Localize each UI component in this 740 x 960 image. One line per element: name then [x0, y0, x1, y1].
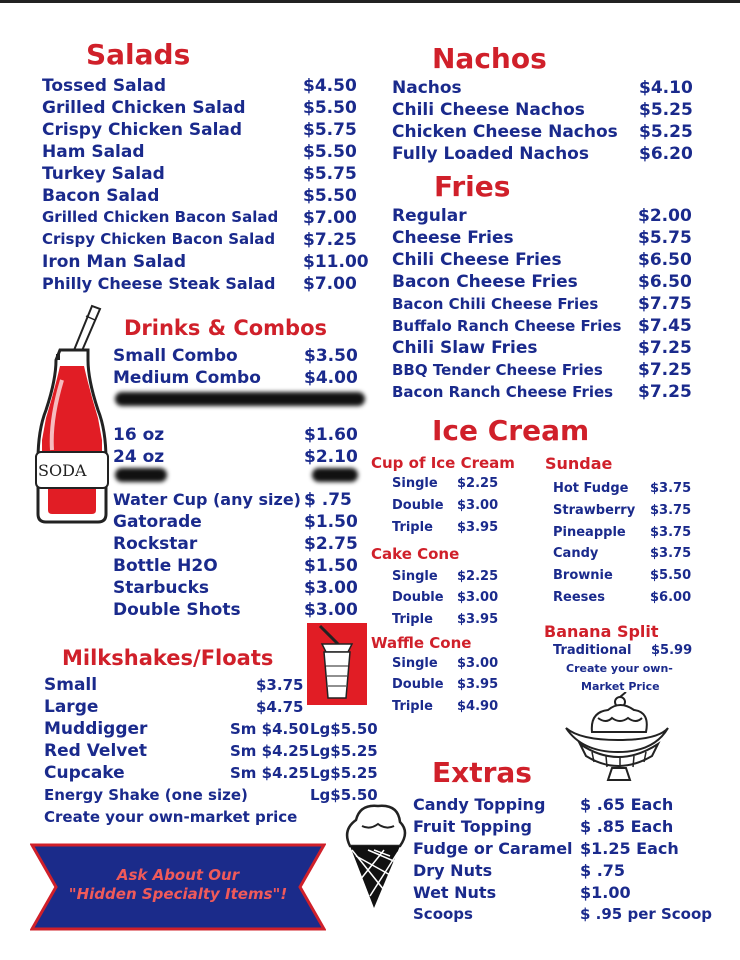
price: $5.25: [639, 122, 693, 142]
list-item: Ham Salad: [42, 142, 145, 162]
price-small: Sm $4.25: [230, 742, 310, 760]
list-item: Small: [44, 675, 98, 695]
list-item: Red Velvet: [44, 741, 148, 761]
banana-note-2: Market Price: [581, 680, 660, 693]
redacted-line: [115, 392, 365, 406]
price: $6.20: [639, 144, 693, 164]
list-item: Scoops: [413, 905, 473, 923]
list-item: Cheese Fries: [392, 228, 514, 248]
list-item: Philly Cheese Steak Salad: [42, 274, 276, 293]
list-item: Grilled Chicken Salad: [42, 98, 246, 118]
nachos-heading: Nachos: [432, 42, 547, 75]
list-item: Medium Combo: [113, 368, 261, 388]
price-large: Lg$5.25: [310, 742, 378, 760]
price: $3.75: [650, 525, 692, 540]
list-item: Rockstar: [113, 534, 198, 554]
price: $6.50: [638, 272, 692, 292]
list-item: Small Combo: [113, 346, 238, 366]
list-item: Triple: [392, 520, 433, 535]
price: $2.25: [457, 569, 499, 584]
price: $4.10: [639, 78, 693, 98]
list-item: Reeses: [553, 590, 605, 605]
salads-heading: Salads: [86, 38, 191, 71]
price: $3.95: [457, 612, 499, 627]
list-item: Fully Loaded Nachos: [392, 144, 589, 164]
banana-note-1: Create your own-: [566, 662, 673, 675]
price: $3.75: [650, 481, 692, 496]
fries-heading: Fries: [434, 170, 511, 203]
list-item: Muddigger: [44, 719, 148, 739]
price: $2.10: [304, 447, 358, 467]
list-item: Double: [392, 498, 444, 513]
price: $5.50: [650, 568, 692, 583]
list-item: Triple: [392, 612, 433, 627]
list-item: Triple: [392, 699, 433, 714]
price: $3.95: [457, 677, 499, 692]
banana-traditional: Traditional: [553, 643, 632, 658]
price: $7.25: [638, 360, 692, 380]
list-item: Single: [392, 476, 438, 491]
price: $5.75: [303, 164, 357, 184]
ice-cream-heading: Ice Cream: [432, 414, 590, 447]
list-item: Crispy Chicken Salad: [42, 120, 243, 140]
price: $1.50: [304, 556, 358, 576]
price-small: Sm $4.50: [230, 720, 310, 738]
list-item: Chili Slaw Fries: [392, 338, 538, 358]
price: $4.00: [304, 368, 358, 388]
list-item: Energy Shake (one size): [44, 786, 248, 804]
list-item: Double: [392, 677, 444, 692]
list-item: Bacon Chili Cheese Fries: [392, 295, 599, 313]
cake-cone-heading: Cake Cone: [371, 545, 460, 563]
cup-heading: Cup of Ice Cream: [371, 454, 515, 472]
price: $4.90: [457, 699, 499, 714]
price: $ .75: [580, 861, 626, 880]
price: $2.75: [304, 534, 358, 554]
price: $3.00: [457, 590, 499, 605]
price: $1.00: [580, 883, 631, 902]
soda-bottle-icon: [26, 300, 122, 526]
price: $6.00: [650, 590, 692, 605]
waffle-cone-heading: Waffle Cone: [371, 634, 472, 652]
list-item: Brownie: [553, 568, 613, 583]
banana-split-icon: [562, 692, 672, 784]
list-item: Cupcake: [44, 763, 125, 783]
price: $4.50: [303, 76, 357, 96]
list-item: Bacon Ranch Cheese Fries: [392, 383, 614, 401]
ice-cream-cone-icon: [340, 800, 410, 910]
price: $7.00: [303, 274, 357, 294]
list-item: Regular: [392, 206, 467, 226]
list-item: 24 oz: [113, 447, 165, 467]
price: $7.45: [638, 316, 692, 336]
list-item: Strawberry: [553, 503, 636, 518]
banner-text: [30, 866, 326, 904]
list-item: Grilled Chicken Bacon Salad: [42, 208, 279, 226]
price: $3.00: [304, 600, 358, 620]
list-item: Chili Cheese Fries: [392, 250, 562, 270]
price: $7.25: [638, 338, 692, 358]
list-item: Single: [392, 656, 438, 671]
list-item: Fudge or Caramel: [413, 839, 573, 858]
price: $ .95 per Scoop: [580, 905, 713, 923]
list-item: Tossed Salad: [42, 76, 167, 96]
price-large: Lg$5.50: [310, 786, 378, 804]
price: $7.25: [638, 382, 692, 402]
list-item: Pineapple: [553, 525, 626, 540]
list-item: Create your own-market price: [44, 808, 298, 826]
price-small: Sm $4.25: [230, 764, 310, 782]
list-item: Iron Man Salad: [42, 252, 187, 272]
sundae-heading: Sundae: [545, 454, 613, 473]
list-item: Candy: [553, 546, 599, 561]
list-item: Buffalo Ranch Cheese Fries: [392, 317, 622, 335]
extras-heading: Extras: [432, 756, 532, 789]
price: $7.75: [638, 294, 692, 314]
list-item: Fruit Topping: [413, 817, 532, 836]
price: $5.99: [651, 643, 693, 658]
price: $1.50: [304, 512, 358, 532]
list-item: Turkey Salad: [42, 164, 165, 184]
price: $1.60: [304, 425, 358, 445]
price: $7.25: [303, 230, 357, 250]
price: $5.75: [303, 120, 357, 140]
price: $2.00: [638, 206, 692, 226]
price: $3.95: [457, 520, 499, 535]
price: $ .65 Each: [580, 795, 674, 814]
price: $3.00: [457, 498, 499, 513]
banner-line-1: Ask About Our: [116, 866, 240, 884]
price: $11.00: [303, 252, 369, 272]
price: $3.00: [304, 578, 358, 598]
list-item: Large: [44, 697, 99, 717]
list-item: 16 oz: [113, 425, 165, 445]
list-item: Single: [392, 569, 438, 584]
list-item: Chili Cheese Nachos: [392, 100, 585, 120]
price: $3.75: [650, 503, 692, 518]
list-item: Bacon Cheese Fries: [392, 272, 578, 292]
price: $3.75: [650, 546, 692, 561]
price: $ .75: [304, 490, 352, 510]
milkshakes-heading: Milkshakes/Floats: [62, 646, 274, 670]
list-item: Double Shots: [113, 600, 241, 620]
price: $6.50: [638, 250, 692, 270]
price: $5.25: [639, 100, 693, 120]
list-item: Gatorade: [113, 512, 202, 532]
price: $ .85 Each: [580, 817, 674, 836]
price: $3.50: [304, 346, 358, 366]
price: $5.75: [638, 228, 692, 248]
price: $5.50: [303, 186, 357, 206]
list-item: Candy Topping: [413, 795, 546, 814]
list-item: Double: [392, 590, 444, 605]
list-item: Bottle H2O: [113, 556, 218, 576]
list-item: Water Cup (any size): [113, 490, 301, 509]
price: $1.25 Each: [580, 839, 679, 858]
price: $2.25: [457, 476, 499, 491]
list-item: Dry Nuts: [413, 861, 493, 880]
banner-line-2: "Hidden Specialty Items"!: [68, 885, 288, 903]
list-item: Chicken Cheese Nachos: [392, 122, 618, 142]
list-item: Crispy Chicken Bacon Salad: [42, 230, 276, 248]
redacted-line: [312, 468, 358, 482]
top-border: [0, 0, 740, 3]
redacted-line: [115, 468, 167, 482]
milkshake-cup-icon: [306, 622, 368, 706]
price: $5.50: [303, 98, 357, 118]
price: $7.00: [303, 208, 357, 228]
price-large: Lg$5.50: [310, 720, 378, 738]
price: $4.75: [256, 698, 304, 716]
list-item: Nachos: [392, 78, 462, 98]
list-item: Hot Fudge: [553, 481, 629, 496]
list-item: Starbucks: [113, 578, 209, 598]
banana-split-heading: Banana Split: [544, 622, 659, 641]
bottle-label: SODA: [38, 461, 87, 480]
drinks-heading: Drinks & Combos: [124, 316, 328, 340]
list-item: Bacon Salad: [42, 186, 160, 206]
price: $3.75: [256, 676, 304, 694]
list-item: BBQ Tender Cheese Fries: [392, 361, 603, 379]
list-item: Wet Nuts: [413, 883, 497, 902]
price: $5.50: [303, 142, 357, 162]
price-large: Lg$5.25: [310, 764, 378, 782]
price: $3.00: [457, 656, 499, 671]
